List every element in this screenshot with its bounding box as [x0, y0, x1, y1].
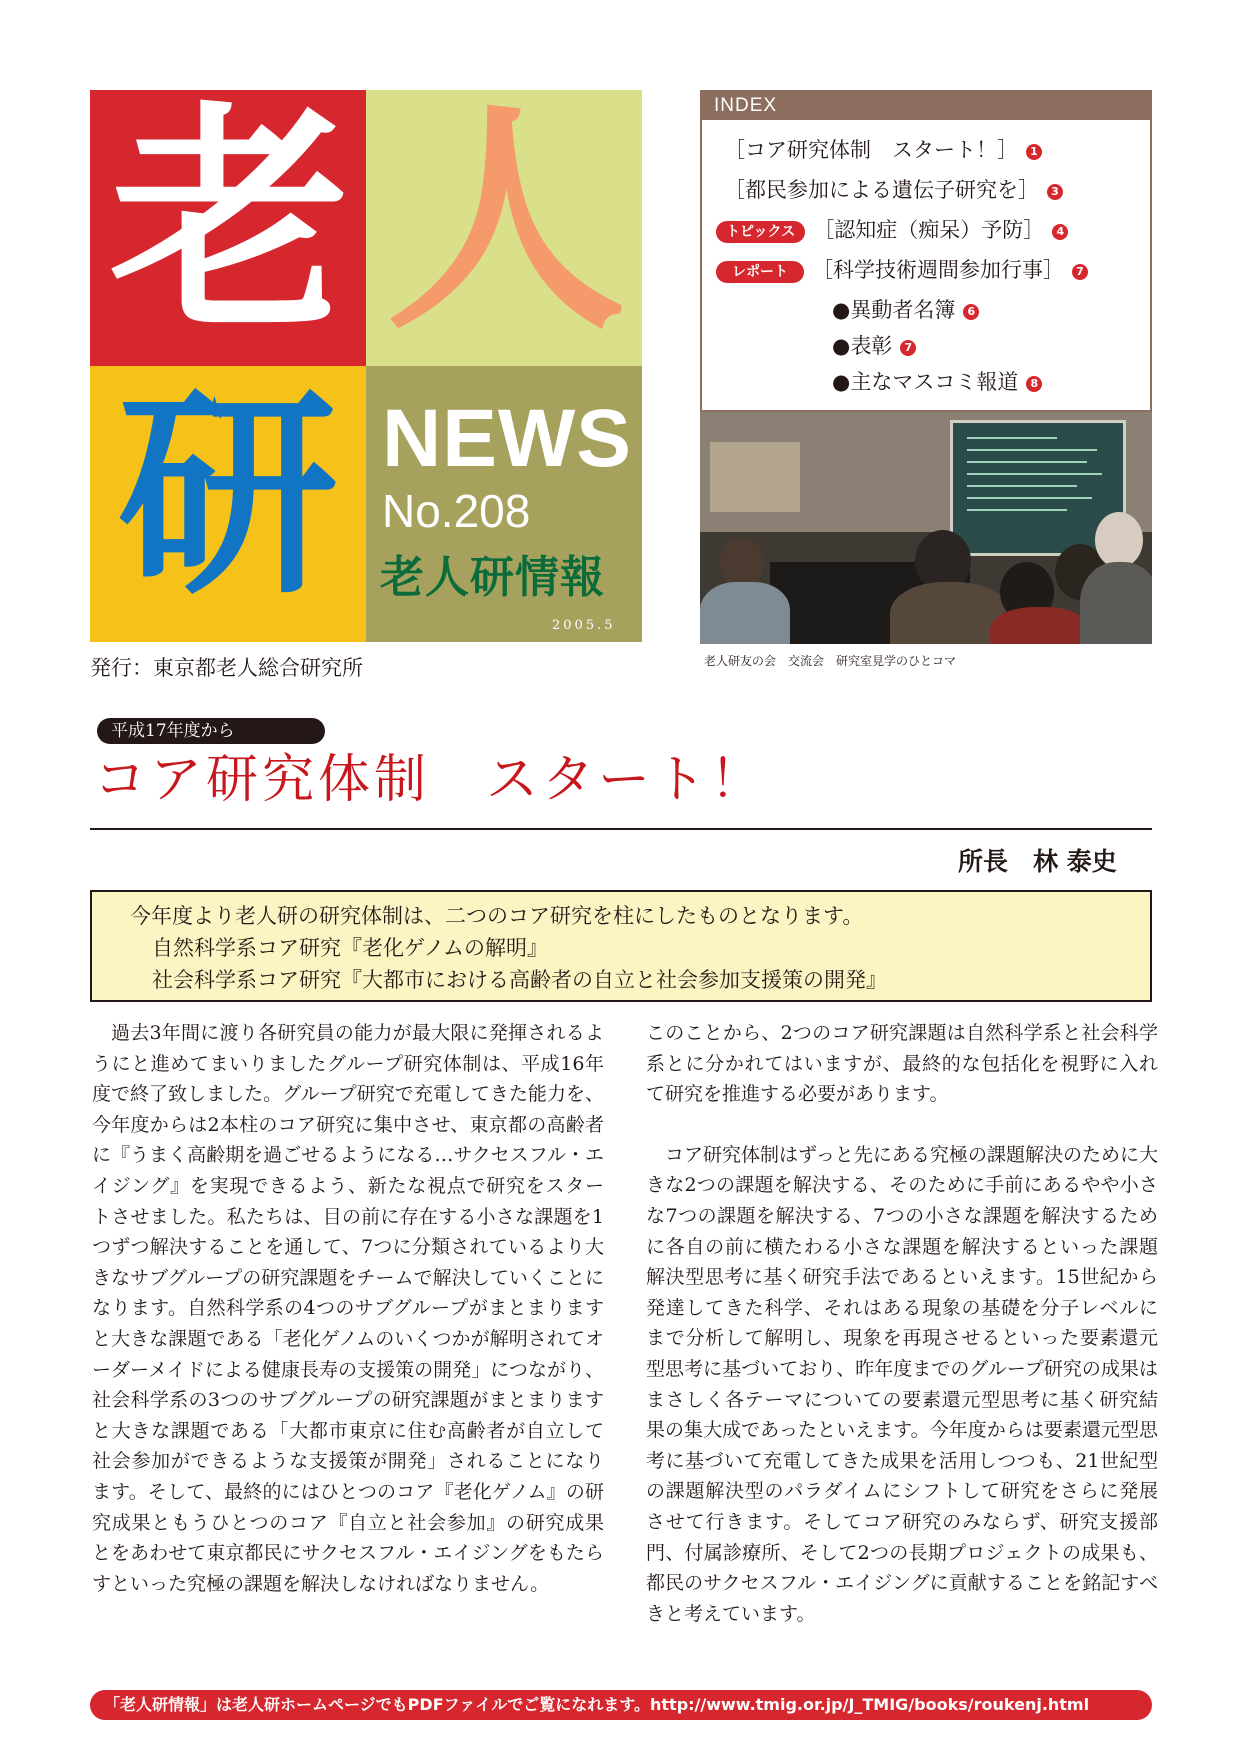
masthead-yellow-block — [90, 366, 366, 642]
article-paragraph: コア研究体制はずっと先にある究極の課題解決のために大きな2つの課題を解決する、そのために手前にあるやや小さな7つの課題を解決する、7つの小さな課題を解決するために各自の前に横たわる小さな課題を解決するといった課題解決型思考に基く研究手法であるといえます。15世紀から発達してきた科学、それはある現象の基礎を分子レベルにまで分析して解明し、現象を再現させるといった要素還元型思考に基づいており、昨年度までのグループ研究の成果はまさしく各テーマについての要素還元型思考に基く研究結果の集大成であったといえます。今年度からは要素還元型思考に基づいて充電してきた成果を活用しつつも、21世紀型の課題解決型のパラダイムにシフトして研究をさらに発展させて行きます。そしてコア研究のみならず、研究支援部門、付属診療所、そして2つの長期プロジェクトの成果も、都民のサクセスフル・エイジングに貢献することを銘記すべきと考えています。 — [646, 1143, 1158, 1625]
report-tag: レポート — [716, 261, 804, 283]
masthead-char-ken: 研 — [118, 368, 339, 624]
page-number-badge: 6 — [963, 304, 979, 320]
index-item-text: ●異動者名簿 — [832, 298, 956, 322]
index-item-text: ［都民参加による遺伝子研究を］ — [724, 178, 1039, 202]
page-number-badge: 7 — [900, 340, 916, 356]
issue-number: No.208 — [382, 485, 531, 537]
photo-caption: 老人研友の会 交流会 研究室見学のひとコマ — [704, 654, 957, 668]
index-item-text: ［コア研究体制 スタート！］ — [724, 138, 1018, 162]
masthead-char-rou: 老 — [110, 90, 351, 362]
index-item-text: ●表彰 — [832, 334, 893, 358]
index-item[interactable] — [832, 336, 916, 357]
article-paragraph: 過去3年間に渡り各研究員の能力が最大限に発揮されるようにと進めてまいりましたグループ研究体制は、平成16年度で終了致しました。グループ研究で充電してきた能力を、今年度からは2本柱のコア研究に集中させ、東京都の高齢者に『うまく高齢期を過ごせるようになる…サクセスフル・エイジング』を実現できるよう、新たな視点で研究をスタートさせました。私たちは、目の前に存在する小さな課題を1つずつ解決することを通して、7つに分類されているより大きなサブグループの研究課題をチームで解決していくことになります。自然科学系の4つのサブグループがまとまりますと大きな課題である「老化ゲノムのいくつかが解明されてオーダーメイドによる健康長寿の支援策の開発」につながり、社会科学系の3つのサブグループの研究課題がまとまりますと大きな課題である「大都市東京に住む高齢者が自立して社会参加ができるような支援策が開発」されることになります。そして、最終的にはひとつのコア『老化ゲノム』の研究成果ともうひとつのコア『自立と社会参加』の研究成果とをあわせて東京都民にサクセスフル・エイジングをもたらすといった究極の課題を解決しなければなりません。 — [92, 1022, 604, 1595]
masthead-logo — [90, 90, 642, 642]
article-kicker: 平成17年度から — [97, 718, 325, 744]
page-number-badge: 4 — [1052, 224, 1068, 240]
article-column-left — [92, 1018, 604, 1599]
article-byline: 所長 林 泰史 — [958, 847, 1117, 876]
topics-tag: トピックス — [716, 221, 805, 243]
photo-person — [1080, 562, 1152, 644]
page-number-badge: 1 — [1026, 144, 1042, 160]
index-item[interactable] — [716, 260, 1088, 283]
index-item-text: ●主なマスコミ報道 — [832, 370, 1019, 394]
index-item-text: ［認知症（痴呆）予防］ — [813, 218, 1045, 242]
summary-line: 自然科学系コア研究『老化ゲノムの解明』 — [152, 936, 549, 960]
photo-person — [1095, 512, 1143, 568]
index-item[interactable] — [832, 300, 979, 321]
photo-person — [700, 582, 790, 644]
index-item[interactable] — [724, 180, 1063, 201]
masthead-red-block — [90, 90, 366, 366]
index-item[interactable] — [724, 140, 1042, 161]
masthead-char-jin: 人 — [386, 90, 627, 362]
photo-shelf — [710, 442, 800, 512]
index-item-text: ［科学技術週間参加行事］ — [812, 258, 1064, 282]
index-item[interactable] — [832, 372, 1042, 393]
event-photo — [700, 412, 1152, 644]
newsletter-subtitle: 老人研情報 — [380, 552, 605, 603]
summary-line: 社会科学系コア研究『大都市における高齢者の自立と社会参加支援策の開発』 — [152, 968, 887, 992]
publisher-line: 発行：東京都老人総合研究所 — [90, 656, 363, 680]
summary-line: 今年度より老人研の研究体制は、二つのコア研究を柱にしたものとなります。 — [130, 904, 864, 928]
photo-person — [990, 607, 1090, 644]
index-panel — [700, 90, 1152, 412]
issue-date: 2005.5 — [552, 618, 616, 633]
article-headline: コア研究体制 スタート！ — [94, 750, 767, 810]
footer-banner[interactable]: 「老人研情報」は老人研ホームページでもPDFファイルでご覧になれます。http://www.tmig.or.jp/J_TMIG/books/roukenj.html — [90, 1690, 1152, 1720]
page-number-badge: 7 — [1072, 264, 1088, 280]
page-number-badge: 8 — [1026, 376, 1042, 392]
summary-box — [90, 890, 1152, 1002]
page-number-badge: 3 — [1047, 184, 1063, 200]
article-column-right — [646, 1018, 1158, 1629]
index-heading: INDEX — [702, 92, 1150, 120]
article-paragraph: このことから、2つのコア研究課題は自然科学系と社会科学系とに分かれてはいますが、最終的な包括化を視野に入れて研究を推進する必要があります。 — [646, 1022, 1158, 1106]
news-title: NEWS — [382, 393, 632, 484]
masthead-lime-block — [366, 90, 642, 366]
headline-divider — [90, 828, 1152, 830]
index-item[interactable] — [716, 220, 1068, 243]
masthead-news-block — [366, 366, 642, 642]
